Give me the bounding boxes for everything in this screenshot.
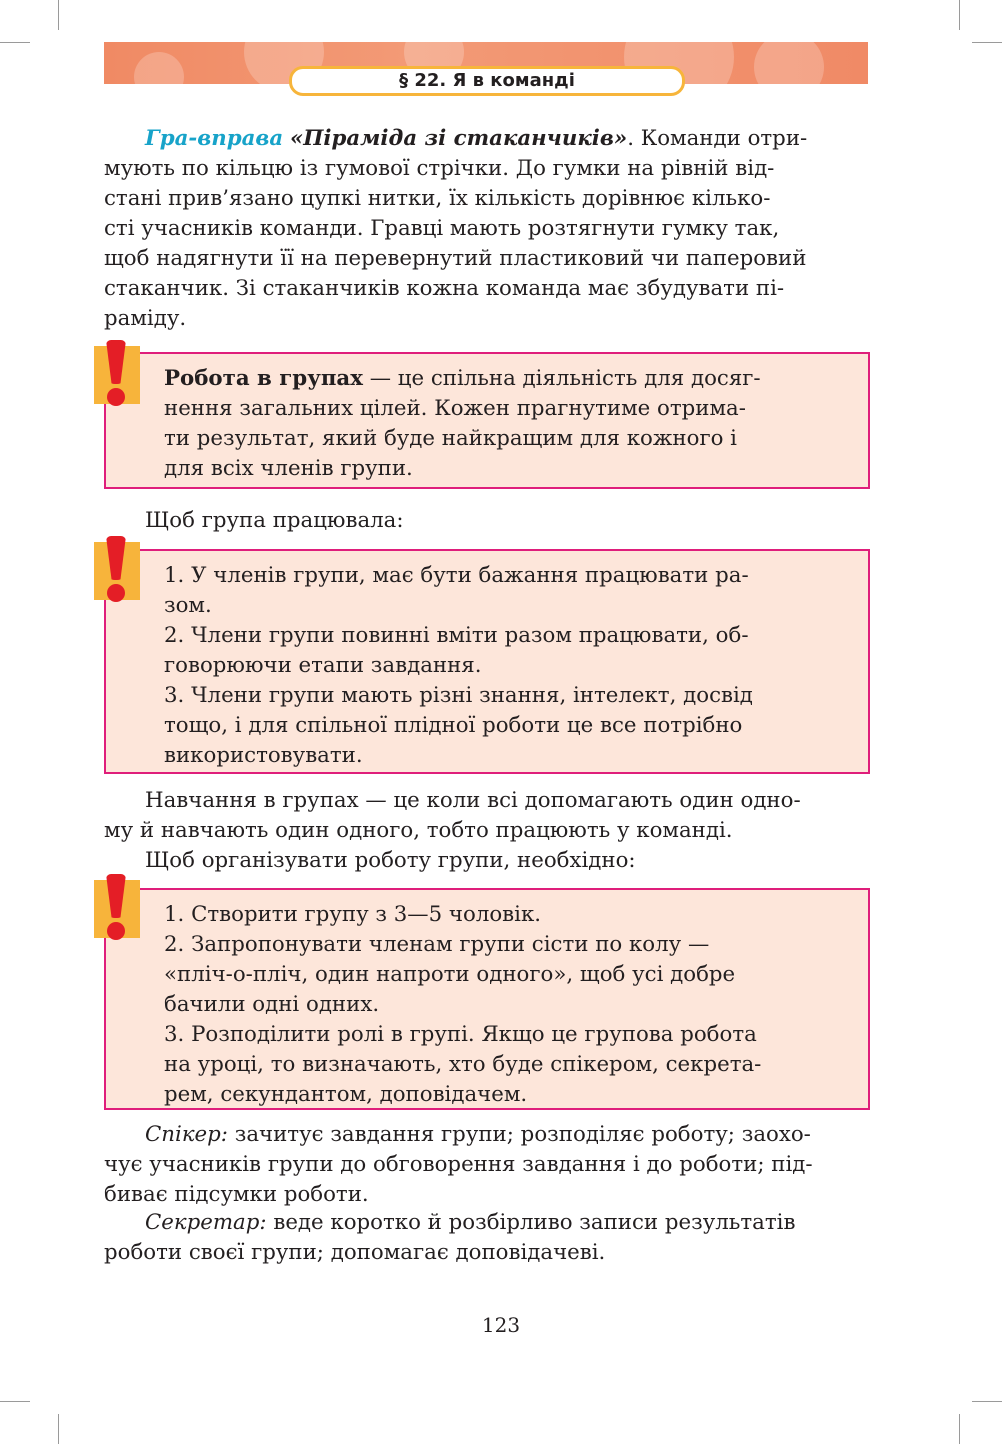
- intro-paragraph: [104, 124, 868, 334]
- text-line: стаканчик. Зі стаканчиків кожна команда має збудувати пі-: [104, 276, 785, 301]
- text-line: биває підсумки роботи.: [104, 1182, 369, 1207]
- callout-body: [164, 900, 816, 1110]
- list-line: зом.: [164, 593, 212, 618]
- definition-term: Робота в групах: [164, 366, 363, 391]
- list-line: говорюючи етапи завдання.: [164, 653, 482, 678]
- text-line: стані прив’язано цупкі нитки, їх кількість дорівнює кілько-: [104, 186, 771, 211]
- crop-mark: [0, 42, 30, 43]
- list-line: використовувати.: [164, 743, 363, 768]
- secretary-paragraph: [104, 1208, 868, 1268]
- learning-paragraph: [104, 786, 868, 876]
- text-line: для всіх членів групи.: [164, 456, 413, 481]
- text-line: ти результат, який буде найкращим для кожного і: [164, 426, 737, 451]
- crop-mark: [58, 0, 59, 30]
- callout-list-steps: [104, 888, 870, 1110]
- text-line: сті учасників команди. Гравці мають розтягнути гумку так,: [104, 216, 780, 241]
- exclamation-icon: [94, 880, 140, 938]
- list-line: на уроці, то визначають, хто буде спікером, секрета-: [164, 1052, 762, 1077]
- section-title: § 22. Я в команді: [289, 66, 685, 96]
- list-line: 1. Створити групу з 3—5 чоловік.: [164, 902, 542, 927]
- text-line: Навчання в групах — це коли всі допомагають один одно-: [145, 788, 801, 813]
- list-line: бачили одні одних.: [164, 992, 380, 1017]
- list-line: 2. Запропонувати членам групи сісти по колу —: [164, 932, 710, 957]
- callout-list-conditions: [104, 549, 870, 774]
- text-line: чує учасників групи до обговорення завдання і до роботи; під-: [104, 1152, 813, 1177]
- text-line: щоб надягнути її на перевернутий пластиковий чи паперовий: [104, 246, 807, 271]
- crop-mark: [959, 0, 960, 30]
- exclamation-icon: [94, 346, 140, 404]
- list-line: тощо, і для спільної плідної роботи це все потрібно: [164, 713, 743, 738]
- lead-paragraph: [104, 506, 868, 536]
- exclamation-icon: [94, 542, 140, 600]
- text-line: Щоб організувати роботу групи, необхідно:: [145, 848, 636, 873]
- text-line: Секретар: веде коротко й розбірливо записи результатів: [145, 1210, 796, 1235]
- list-line: «пліч-о-пліч, один напроти одного», щоб усі добре: [164, 962, 736, 987]
- crop-mark: [58, 1414, 59, 1444]
- text-line: раміду.: [104, 306, 187, 331]
- callout-body: [164, 561, 816, 771]
- callout-body: [164, 364, 816, 484]
- crop-mark: [972, 42, 1002, 43]
- role-term: Спікер:: [145, 1122, 228, 1147]
- exercise-term: Гра-вправа: [145, 126, 284, 151]
- page-number: 123: [481, 1313, 521, 1337]
- crop-mark: [959, 1414, 960, 1444]
- text-line: нення загальних цілей. Кожен прагнутиме отрима-: [164, 396, 746, 421]
- list-line: 2. Члени групи повинні вміти разом працювати, об-: [164, 623, 749, 648]
- text-line: Щоб група працювала:: [145, 508, 404, 533]
- text-line: Спікер: зачитує завдання групи; розподіляє роботу; заохо-: [145, 1122, 811, 1147]
- decor-bubble: [134, 52, 184, 84]
- text-line: му й навчають один одного, тобто працюють у команді.: [104, 818, 733, 843]
- list-line: 3. Члени групи мають різні знання, інтелект, досвід: [164, 683, 753, 708]
- text-line: Робота в групах — це спільна діяльність для досяг-: [164, 366, 761, 391]
- text-line: роботи своєї групи; допомагає доповідачеві.: [104, 1240, 606, 1265]
- crop-mark: [0, 1401, 30, 1402]
- decor-bubble: [754, 42, 824, 84]
- role-term: Секретар:: [145, 1210, 267, 1235]
- text-line: мують по кільцю із гумової стрічки. До гумки на рівній від-: [104, 156, 775, 181]
- list-line: рем, секундантом, доповідачем.: [164, 1082, 528, 1107]
- speaker-paragraph: [104, 1120, 868, 1210]
- text-line: Гра-вправа «Піраміда зі стаканчиків». Команди отри-: [145, 126, 808, 151]
- exercise-name: «Піраміда зі стаканчиків»: [289, 126, 628, 151]
- list-line: 1. У членів групи, має бути бажання працювати ра-: [164, 563, 749, 588]
- crop-mark: [972, 1401, 1002, 1402]
- callout-definition: [104, 352, 870, 489]
- list-line: 3. Розподілити ролі в групі. Якщо це групова робота: [164, 1022, 757, 1047]
